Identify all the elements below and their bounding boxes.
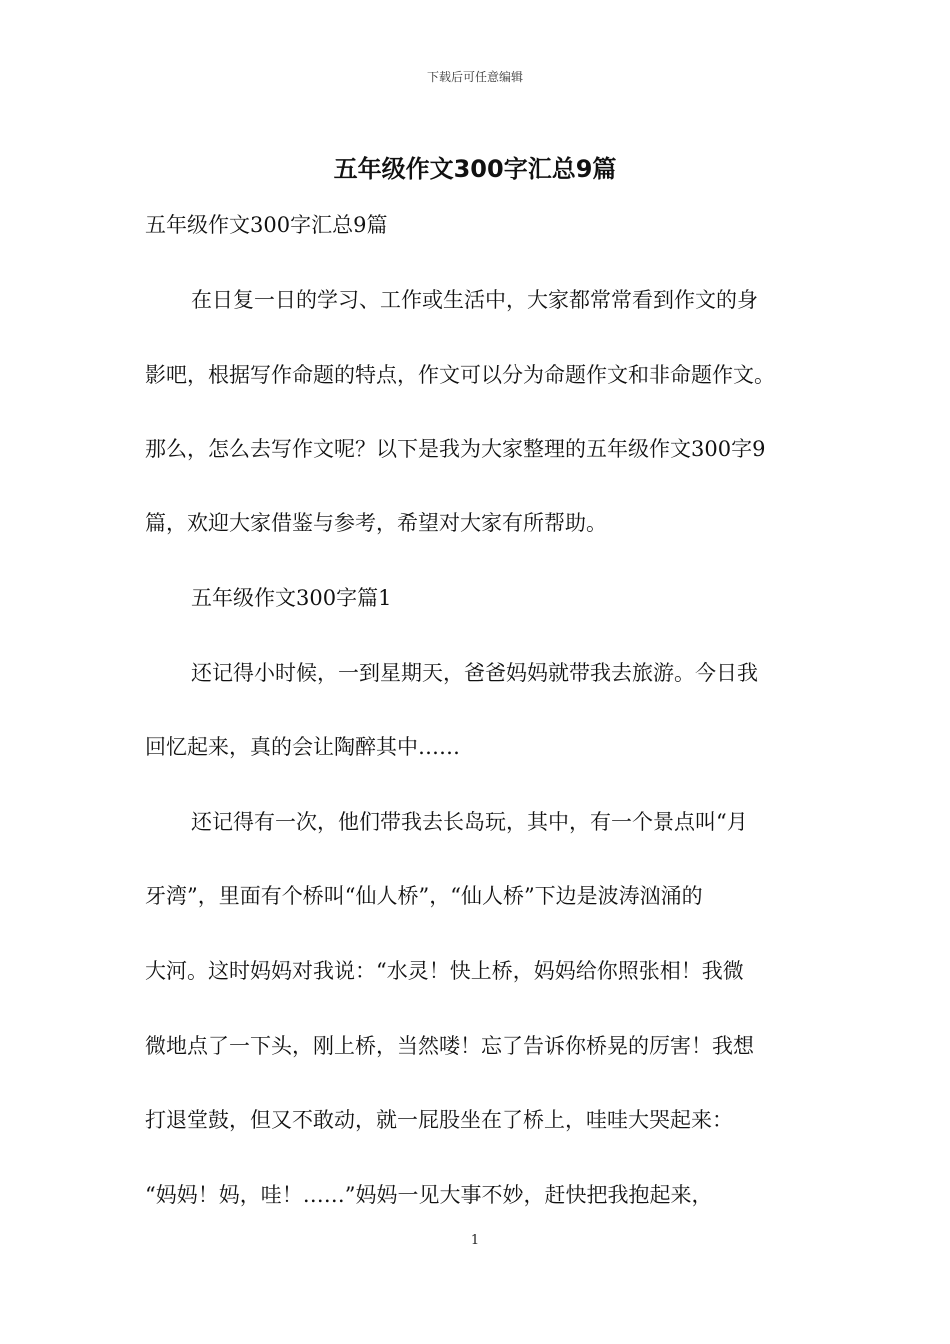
paragraph-line: 大河。这时妈妈对我说：“水灵！快上桥，妈妈给你照张相！我微 [145, 959, 744, 983]
paragraph-line: 影吧，根据写作命题的特点，作文可以分为命题作文和非命题作文。 [145, 363, 775, 387]
document-title: 五年级作文300字汇总9篇 [333, 155, 617, 183]
document-subtitle: 五年级作文300字汇总9篇 [145, 213, 388, 237]
paragraph-line: 还记得有一次，他们带我去长岛玩，其中，有一个景点叫“月 [191, 810, 748, 834]
header-note: 下载后可任意编辑 [426, 70, 523, 84]
paragraph-line: 回忆起来，真的会让陶醉其中…… [145, 735, 460, 759]
paragraph-line: “妈妈！妈，哇！……”妈妈一见大事不妙，赶快把我抱起来， [145, 1183, 713, 1207]
section-heading: 五年级作文300字篇1 [191, 586, 392, 610]
paragraph-line: 篇，欢迎大家借鉴与参考，希望对大家有所帮助。 [145, 511, 607, 535]
paragraph-line: 在日复一日的学习、工作或生活中，大家都常常看到作文的身 [191, 288, 758, 312]
page-number: 1 [470, 1233, 480, 1248]
paragraph-line: 牙湾”，里面有个桥叫“仙人桥”，“仙人桥”下边是波涛汹涌的 [145, 884, 703, 908]
paragraph-line: 微地点了一下头，刚上桥，当然喽！忘了告诉你桥晃的厉害！我想 [145, 1034, 754, 1058]
paragraph-line: 打退堂鼓，但又不敢动，就一屁股坐在了桥上，哇哇大哭起来： [145, 1108, 733, 1132]
paragraph-line: 还记得小时候，一到星期天，爸爸妈妈就带我去旅游。今日我 [191, 661, 758, 685]
paragraph-line: 那么，怎么去写作文呢？以下是我为大家整理的五年级作文300字9 [145, 437, 766, 461]
